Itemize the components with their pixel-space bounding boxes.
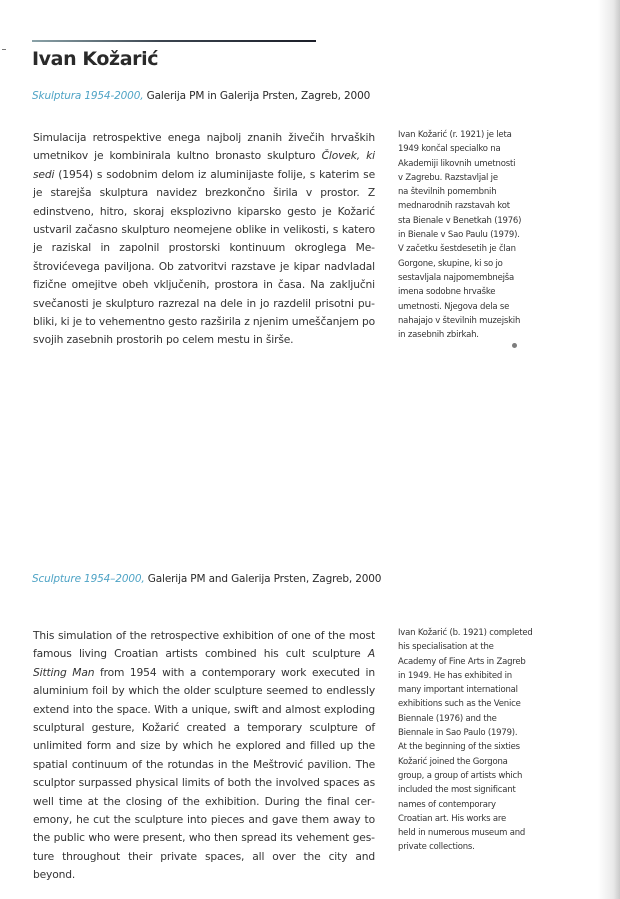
bio-line: names of contemporary: [398, 799, 496, 810]
bio-line: 1949 končal specialko na: [398, 144, 501, 155]
bio-line: nahajajo v številnih muzejskih: [398, 315, 521, 326]
artist-bio-slovene: [398, 128, 548, 342]
main-paragraph-english: [33, 627, 375, 885]
paragraph-text: Simulacija retrospektive enega najbolj znanih živečih hrvaških umetnikov je kombinirala kultno bronasto skulpturo: [33, 131, 375, 163]
bio-line: mednarodnih razstavah kot: [398, 201, 510, 212]
bio-line: At the beginning of the sixties: [398, 742, 520, 753]
bio-line: sta Bienale v Benetkah (1976): [398, 215, 522, 226]
exhibition-title: Skulptura 1954-2000,: [32, 90, 144, 102]
bio-line: in Bienale v Sao Paulu (1979).: [398, 230, 520, 241]
bio-line: Ivan Kožarić (r. 1921) je leta: [398, 130, 512, 140]
bio-line: in 1949. He has exhibited in: [398, 670, 512, 681]
bio-line: Academy of Fine Arts in Zagreb: [398, 656, 526, 667]
margin-mark: [2, 49, 6, 50]
artist-bio-english: [398, 626, 548, 855]
bio-line: group, a group of artists which: [398, 770, 523, 781]
work-title: A Sitting Man: [33, 647, 375, 679]
bio-line: V začetku šestdesetih je član: [398, 244, 516, 255]
page-edge-shadow: [598, 0, 620, 899]
bio-line: Croatian art. His works are: [398, 813, 507, 824]
paragraph-text: This simulation of the retrospective exhibition of one of the most famous living Croatian artists combined his cult sculpture: [33, 629, 375, 661]
bio-line: his specialisation at the: [398, 642, 494, 653]
bio-line: held in numerous museum and: [398, 828, 526, 839]
exhibition-venue: Galerija PM and Galerija Prsten, Zagreb, 2000: [144, 573, 382, 585]
paragraph-text: (1954) s sodobnim delom iz aluminijaste folije, s katerim se je starejša skulptura navidez brezkončno širila v prostor. Z edinstveno, hitro, skoraj eksplozivno kiparsko gesto je Kožarić ustvaril začasno skulpturo neomejene oblike in velikosti, s katero je raziskal in zapolnil prostorski kontinuum okroglega Meštrovićevega paviljona. Ob zatvoritvi razstave je kipar nadvladal fizične omejitve obeh vključenih, prostora in časa. Na zaključni svečanosti je skulpturo razrezal na dele in jo razdelil prisotni publiki, ki je to vehementno gesto razširila z njenim umeščanjem po svojih zasebnih prostorih po celem mestu in širše.: [33, 167, 375, 347]
bio-line: many important international: [398, 685, 518, 696]
exhibition-title: Sculpture 1954–2000,: [32, 573, 145, 585]
bio-line: v Zagrebu. Razstavljal je: [398, 172, 498, 183]
bio-line: imena sodobne hrvaške: [398, 287, 496, 298]
work-title: Človek, ki sedi: [33, 149, 376, 181]
bio-line: private collections.: [398, 842, 475, 853]
exhibition-venue: Galerija PM in Galerija Prsten, Zagreb, 2000: [143, 90, 371, 102]
header-rule: [32, 40, 316, 42]
bio-line: Kožarić joined the Gorgona: [398, 756, 508, 767]
bio-line: umetnosti. Njegova dela se: [398, 301, 510, 312]
bio-line: Biennale (1976) and the: [398, 713, 497, 724]
bio-line: exhibitions such as the Venice: [398, 699, 521, 710]
ink-speck: [512, 343, 517, 348]
exhibition-line-english: [32, 573, 381, 585]
exhibition-line-slovene: [32, 90, 370, 102]
bio-line: in zasebnih zbirkah.: [398, 330, 479, 341]
bio-line: sestavljala najpomembnejša: [398, 272, 515, 283]
bio-line: included the most significant: [398, 785, 516, 796]
bio-line: Ivan Kožarić (b. 1921) completed: [398, 628, 533, 638]
bio-line: na številnih pomembnih: [398, 187, 497, 198]
bio-line: Akademiji likovnih umetnosti: [398, 158, 516, 169]
bio-line: Gorgone, skupine, ki so jo: [398, 258, 503, 269]
main-paragraph-slovene: [33, 129, 375, 350]
artist-name-heading: Ivan Kožarić: [32, 48, 159, 70]
paragraph-text: from 1954 with a contemporary work executed in aluminium foil by which the older sculpture seemed to endlessly extend into the space. With a unique, swift and almost exploding sculptural gesture, Kožarić created a temporary sculpture of unlimited form and size by which he explored and filled up the spatial continuum of the rotundas in the Meštrović pavilion. The sculptor surpassed physical limits of both the involved spaces as well time at the closing of the exhibition. During the final ceremony, he cut the sculpture into pieces and gave them away to the public who were present, who then spread its vehement gesture throughout their private spaces, all over the city and beyond.: [33, 665, 375, 882]
bio-line: Biennale in Sao Paulo (1979).: [398, 728, 518, 739]
